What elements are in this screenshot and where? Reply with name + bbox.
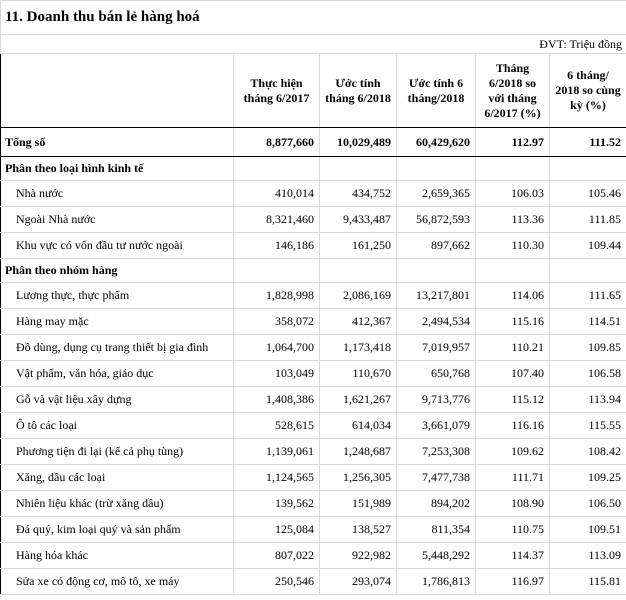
cell: 3,661,079 bbox=[397, 413, 476, 439]
cell: 114.37 bbox=[476, 543, 550, 569]
total-row bbox=[1, 128, 626, 157]
cell: 650,768 bbox=[397, 361, 476, 387]
cell: 614,034 bbox=[320, 413, 397, 439]
cell: 894,202 bbox=[397, 491, 476, 517]
cell: 113.94 bbox=[550, 387, 626, 413]
row-label: Gỗ và vật liệu xây dựng bbox=[1, 387, 234, 413]
unit-label: ĐVT: Triệu đồng bbox=[1, 35, 626, 54]
row-label: Vật phẩm, văn hóa, giáo dục bbox=[1, 361, 234, 387]
total-v3: 60,429,620 bbox=[397, 128, 476, 157]
cell: 922,982 bbox=[320, 543, 397, 569]
header-blank bbox=[1, 54, 234, 128]
row-label: Đồ dùng, dụng cụ trang thiết bị gia đình bbox=[1, 335, 234, 361]
cell: 111.65 bbox=[550, 283, 626, 309]
cell: 110.75 bbox=[476, 517, 550, 543]
cell: 1,408,386 bbox=[234, 387, 320, 413]
row-label: Ngoài Nhà nước bbox=[1, 207, 234, 233]
cell: 811,354 bbox=[397, 517, 476, 543]
cell: 7,019,957 bbox=[397, 335, 476, 361]
header-col1: Thực hiện tháng 6/2017 bbox=[234, 54, 320, 128]
title-row bbox=[1, 1, 626, 35]
cell: 1,786,813 bbox=[397, 569, 476, 595]
table-row bbox=[1, 335, 626, 361]
cell: 106.58 bbox=[550, 361, 626, 387]
row-label: Sửa xe có động cơ, mô tô, xe máy bbox=[1, 569, 234, 595]
cell: 897,662 bbox=[397, 233, 476, 259]
cell: 2,494,534 bbox=[397, 309, 476, 335]
cell: 1,828,998 bbox=[234, 283, 320, 309]
cell: 528,615 bbox=[234, 413, 320, 439]
cell: 5,448,292 bbox=[397, 543, 476, 569]
row-label: Phương tiện đi lại (kể cả phụ tùng) bbox=[1, 439, 234, 465]
table-row bbox=[1, 233, 626, 259]
row-label: Khu vực có vốn đầu tư nước ngoài bbox=[1, 233, 234, 259]
table-title: 11. Doanh thu bán lẻ hàng hoá bbox=[1, 1, 626, 35]
cell: 106.03 bbox=[476, 181, 550, 207]
table-row bbox=[1, 517, 626, 543]
cell: 1,256,305 bbox=[320, 465, 397, 491]
group-row bbox=[1, 157, 626, 181]
cell: 139,562 bbox=[234, 491, 320, 517]
cell: 110.21 bbox=[476, 335, 550, 361]
cell: 113.36 bbox=[476, 207, 550, 233]
row-label: Hàng may mặc bbox=[1, 309, 234, 335]
cell: 1,124,565 bbox=[234, 465, 320, 491]
cell: 105.46 bbox=[550, 181, 626, 207]
total-v2: 10,029,489 bbox=[320, 128, 397, 157]
total-label: Tổng số bbox=[1, 128, 234, 157]
cell: 125,084 bbox=[234, 517, 320, 543]
cell: 358,072 bbox=[234, 309, 320, 335]
cell: 109.51 bbox=[550, 517, 626, 543]
cell: 151,989 bbox=[320, 491, 397, 517]
row-label: Nhiên liệu khác (trừ xăng dầu) bbox=[1, 491, 234, 517]
cell: 161,250 bbox=[320, 233, 397, 259]
header-col4: Tháng 6/2018 so với tháng 6/2017 (%) bbox=[476, 54, 550, 128]
row-label: Ô tô các loại bbox=[1, 413, 234, 439]
cell: 110,670 bbox=[320, 361, 397, 387]
group2-label: Phân theo nhóm hàng bbox=[1, 259, 234, 283]
cell: 103,049 bbox=[234, 361, 320, 387]
cell: 116.16 bbox=[476, 413, 550, 439]
cell: 115.12 bbox=[476, 387, 550, 413]
cell: 9,713,776 bbox=[397, 387, 476, 413]
cell: 116.97 bbox=[476, 569, 550, 595]
cell: 807,022 bbox=[234, 543, 320, 569]
cell: 114.51 bbox=[550, 309, 626, 335]
group-row bbox=[1, 259, 626, 283]
row-label: Hàng hóa khác bbox=[1, 543, 234, 569]
cell: 106.50 bbox=[550, 491, 626, 517]
total-v5: 111.52 bbox=[550, 128, 626, 157]
cell: 113.09 bbox=[550, 543, 626, 569]
cell: 109.25 bbox=[550, 465, 626, 491]
cell: 2,659,365 bbox=[397, 181, 476, 207]
header-col5: 6 tháng/ 2018 so cùng kỳ (%) bbox=[550, 54, 626, 128]
total-v4: 112.97 bbox=[476, 128, 550, 157]
cell: 109.44 bbox=[550, 233, 626, 259]
cell: 56,872,593 bbox=[397, 207, 476, 233]
table-row bbox=[1, 207, 626, 233]
cell: 111.71 bbox=[476, 465, 550, 491]
cell: 108.90 bbox=[476, 491, 550, 517]
cell: 7,477,738 bbox=[397, 465, 476, 491]
cell: 434,752 bbox=[320, 181, 397, 207]
cell: 1,621,267 bbox=[320, 387, 397, 413]
cell: 107.40 bbox=[476, 361, 550, 387]
table-row bbox=[1, 413, 626, 439]
cell: 109.62 bbox=[476, 439, 550, 465]
cell: 410,014 bbox=[234, 181, 320, 207]
cell: 110.30 bbox=[476, 233, 550, 259]
header-col2: Ước tính tháng 6/2018 bbox=[320, 54, 397, 128]
cell: 13,217,801 bbox=[397, 283, 476, 309]
total-v1: 8,877,660 bbox=[234, 128, 320, 157]
table-row bbox=[1, 439, 626, 465]
cell: 114.06 bbox=[476, 283, 550, 309]
cell: 250,546 bbox=[234, 569, 320, 595]
cell: 138,527 bbox=[320, 517, 397, 543]
cell: 7,253,308 bbox=[397, 439, 476, 465]
cell: 8,321,460 bbox=[234, 207, 320, 233]
cell: 412,367 bbox=[320, 309, 397, 335]
table-row bbox=[1, 283, 626, 309]
cell: 1,064,700 bbox=[234, 335, 320, 361]
table-row bbox=[1, 465, 626, 491]
table-row bbox=[1, 309, 626, 335]
cell: 146,186 bbox=[234, 233, 320, 259]
cell: 111.85 bbox=[550, 207, 626, 233]
cell: 115.16 bbox=[476, 309, 550, 335]
group1-label: Phân theo loại hình kinh tế bbox=[1, 157, 234, 181]
table-row bbox=[1, 181, 626, 207]
table-row bbox=[1, 569, 626, 595]
cell: 1,248,687 bbox=[320, 439, 397, 465]
row-label: Xăng, dầu các loại bbox=[1, 465, 234, 491]
row-label: Đá quý, kim loại quý và sản phẩm bbox=[1, 517, 234, 543]
cell: 1,173,418 bbox=[320, 335, 397, 361]
table-row bbox=[1, 491, 626, 517]
table-row bbox=[1, 543, 626, 569]
unit-row bbox=[1, 35, 626, 54]
cell: 109.85 bbox=[550, 335, 626, 361]
row-label: Nhà nước bbox=[1, 181, 234, 207]
header-row bbox=[1, 54, 626, 128]
header-col3: Ước tính 6 tháng/2018 bbox=[397, 54, 476, 128]
cell: 9,433,487 bbox=[320, 207, 397, 233]
cell: 293,074 bbox=[320, 569, 397, 595]
row-label: Lương thực, thực phẩm bbox=[1, 283, 234, 309]
cell: 2,086,169 bbox=[320, 283, 397, 309]
cell: 1,139,061 bbox=[234, 439, 320, 465]
cell: 108.42 bbox=[550, 439, 626, 465]
cell: 115.55 bbox=[550, 413, 626, 439]
table-row bbox=[1, 361, 626, 387]
table-row bbox=[1, 387, 626, 413]
cell: 115.81 bbox=[550, 569, 626, 595]
